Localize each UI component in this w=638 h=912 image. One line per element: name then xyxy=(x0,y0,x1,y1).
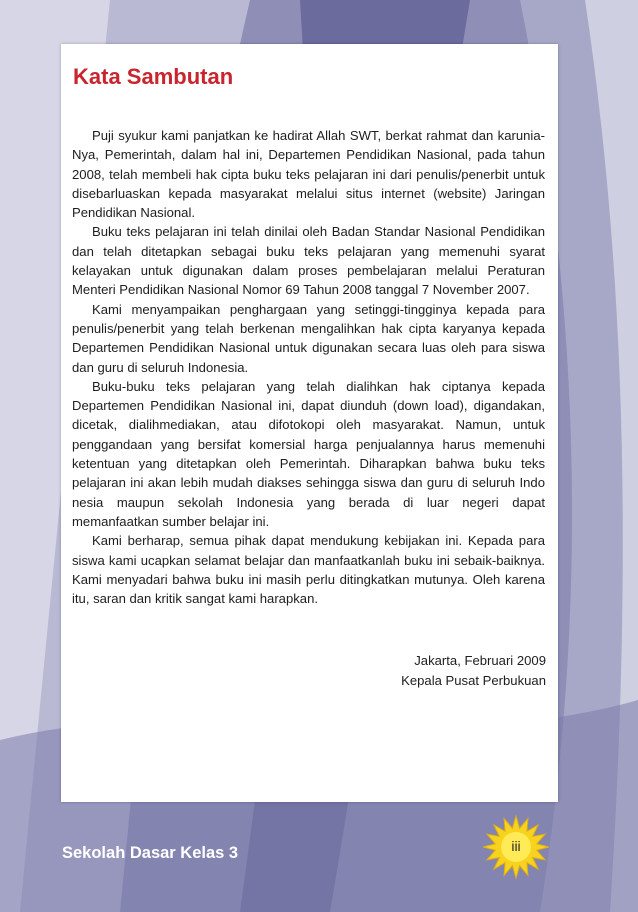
signature-place-date: Jakarta, Februari 2009 xyxy=(414,653,546,668)
paragraph: Buku-buku teks pelajaran yang telah dialihkan hak ciptanya kepada Departemen Pendidikan Nasional ini, dapat diunduh (down load), digandakan, dicetak, dialihmediakan, atau difotokopi oleh masyarakat. Namun, untuk penggandaan yang bersifat komersial harga penjualannya harus memenuhi ketentuan yang ditetapkan oleh Pemerintah. Diharapkan bahwa buku teks pelajaran ini akan lebih mudah diakses sehingga siswa dan guru di seluruh Indo nesia maupun sekolah Indonesia yang berada di luar negeri dapat memanfaatkan sumber belajar ini. xyxy=(72,378,545,529)
signature-position: Kepala Pusat Perbukuan xyxy=(401,673,546,688)
paragraph: Buku teks pelajaran ini telah dinilai oleh Badan Standar Nasional Pendidikan dan telah ditetapkan sebagai buku teks pelajaran yang memenuhi syarat kelayakan untuk digunakan dalam proses pembelajaran melalui Peraturan Menteri Pendidikan Nasional Nomor 69 Tahun 2008 tanggal 7 November 2007. xyxy=(72,224,545,298)
foreword-body xyxy=(72,126,545,608)
page-title: Kata Sambutan xyxy=(73,64,234,89)
paragraph: Puji syukur kami panjatkan ke hadirat Allah SWT, berkat rahmat dan karunia-Nya, Pemerintah, dalam hal ini, Departemen Pendidikan Nasional, pada tahun 2008, telah membeli hak cipta buku teks pelajaran ini dari penulis/penerbit untuk disebarluaskan kepada masyarakat melalui situs internet (website) Jaringan Pendidikan Nasional. xyxy=(72,128,545,221)
page-number-badge xyxy=(483,814,549,880)
footer-label: Sekolah Dasar Kelas 3 xyxy=(62,844,239,862)
paragraph: Kami berharap, semua pihak dapat mendukung kebijakan ini. Kepada para siswa kami ucapkan selamat belajar dan manfaatkanlah buku ini sebaik-baiknya. Kami menyadari bahwa buku ini masih perlu ditingkatkan mutunya. Oleh karena itu, saran dan kritik sangat kami harapkan. xyxy=(72,533,545,607)
paragraph: Kami menyampaikan penghargaan yang setinggi-tingginya kepada para penulis/penerbit yang telah berkenan mengalihkan hak cipta karyanya kepada Departemen Pendidikan Nasional untuk digunakan secara luas oleh para siswa dan guru di seluruh Indonesia. xyxy=(72,301,545,375)
page-number: iii xyxy=(511,838,521,854)
signature-block xyxy=(401,651,546,691)
